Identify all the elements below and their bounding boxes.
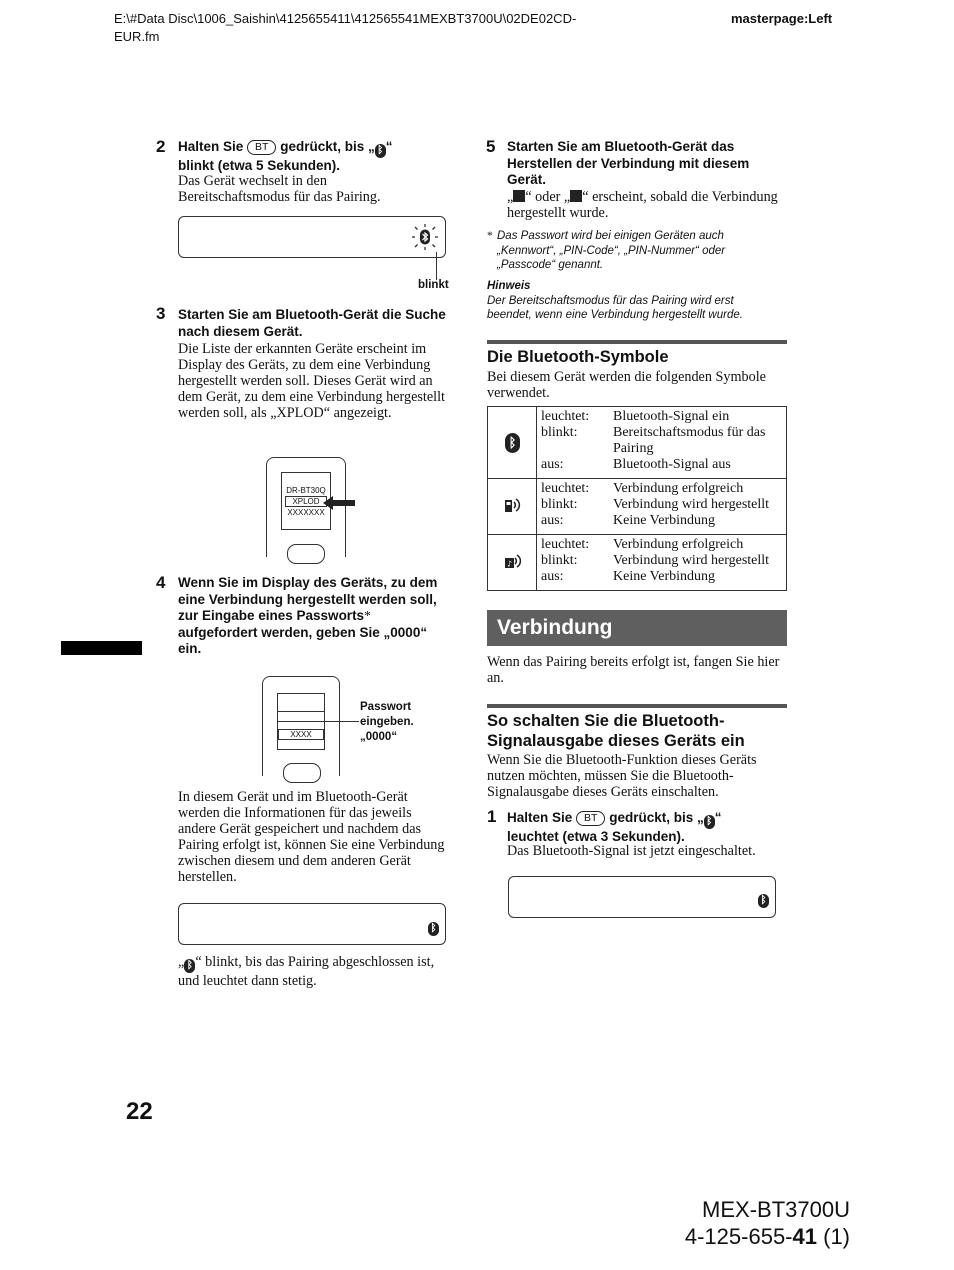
step-4-body: In diesem Gerät und im Bluetooth-Gerät werden die Informationen für das jeweils andere Gerät gespeichert und nachdem das Pairing erfolgt ist, können Sie eine Verbindung zwischen diesem und dem anderen Gerät herstellen. [178,789,445,885]
phone-buttons [287,544,325,564]
model-footer: MEX-BT3700U 4-125-655-41 (1) [684,1197,850,1249]
step-5-title: Starten Sie am Bluetooth-Gerät das Herstellen der Verbindung mit diesem Gerät. [507,139,750,187]
side-tab-marker [61,641,142,655]
bt-key-icon: BT [247,140,276,155]
step-2-body: Das Gerät wechselt in den Bereitschaftsmodus für das Pairing. [178,173,381,205]
file-path-line1: E:\#Data Disc\1006_Saishin\4125655411\412565541MEXBT3700U\02DE02CD- [114,11,577,26]
hinweis-note: Hinweis Der Bereitschaftsmodus für das Pairing wird erst beendet, wenn eine Verbindung hergestellt wurde. [487,280,743,321]
symbols-heading: Die Bluetooth-Symbole [487,348,669,366]
device-list-item: XXXXXXX [287,508,325,517]
device-list-item: DR-BT30Q [286,486,326,495]
signal-step-1-body: Das Bluetooth-Signal ist jetzt eingeschaltet. [507,843,756,859]
bluetooth-icon: ᛒ [375,144,386,158]
step-5-number: 5 [486,137,496,156]
blinking-bluetooth-icon [411,223,439,251]
file-path-line2: EUR.fm [114,29,160,44]
symbols-table [487,406,787,591]
step-4-number: 4 [156,573,166,592]
step-2-number: 2 [156,137,166,156]
verbindung-section-bar: Verbindung [487,610,787,646]
passkey-callout: Passwort eingeben. „0000“ [360,701,414,743]
phone-signal-icon [503,494,523,514]
step-3-title: Starten Sie am Bluetooth-Gerät die Suche nach diesem Gerät. [178,307,446,339]
phone-illustration-list [266,457,346,557]
signal-step-1-title: Halten Sie BT gedrückt, bis „ ᛒ “ leuchtet (etwa 3 Sekunden). [507,810,722,844]
footnote: * Das Passwort wird bei einigen Geräten auch „Kennwort“, „PIN-Code“, „PIN-Nummer“ oder „Passcode“ genannt. [487,230,726,271]
page-number: 22 [126,1098,153,1125]
masterpage-label: masterpage:Left [731,11,833,26]
music-signal-icon [570,190,582,202]
step-5-body: „ “ oder „ “ erscheint, sobald die Verbindung hergestellt wurde. [507,189,778,221]
blinkt-callout: blinkt [418,279,449,291]
table-row: ᛒ leuchtet: Bluetooth-Signal ein blinkt: Bereitschaftsmodus für das Pairing aus: Bluetooth-Signal aus [488,407,787,479]
bluetooth-icon: ᛒ [758,894,769,908]
phone-illustration-passkey [262,676,340,776]
step-4-after: „ ᛒ “ blinkt, bis das Pairing abgeschlossen ist, und leuchtet dann stetig. [178,954,435,989]
section-rule [487,704,787,708]
passkey-field: XXXX [278,729,324,740]
bluetooth-icon: ᛒ [428,922,439,936]
table-row: ♪ leuchtet: Verbindung erfolgreich blinkt: Verbindung wird hergestellt aus: Keine Verbindung [488,535,787,591]
signal-step-1-number: 1 [487,807,497,826]
table-row: leuchtet: Verbindung erfolgreich blinkt: Verbindung wird hergestellt aus: Keine Verbindung [488,479,787,535]
step-3-number: 3 [156,304,166,323]
step-3-body: Die Liste der erkannten Geräte erscheint im Display des Geräts, zu dem eine Verbindung hergestellt werden soll. Dieses Gerät wird an dem Gerät, zu dem eine Verbindung hergestellt werden soll, als „XPLOD“ angezeigt. [178,341,445,421]
phone-screen [277,693,325,750]
signal-body: Wenn Sie die Bluetooth-Funktion dieses Geräts nutzen möchten, müssen Sie die Bluetooth-Signalausgabe dieses Geräts einschalten. [487,752,757,800]
step-4-title: Wenn Sie im Display des Geräts, zu dem eine Verbindung hergestellt werden soll, zur Eingabe eines Passworts* aufgefordert werden, geben Sie „0000“ ein. [178,575,438,656]
step-2-title: Halten Sie BT gedrückt, bis „ ᛒ “ blinkt (etwa 5 Sekunden). [178,139,393,173]
section-rule [487,340,787,344]
device-list-item-selected: XPLOD [285,496,327,507]
bluetooth-icon: ᛒ [704,815,715,829]
bluetooth-icon: ᛒ [184,959,195,973]
phone-signal-icon [513,190,525,202]
verbindung-intro: Wenn das Pairing bereits erfolgt ist, fangen Sie hier an. [487,654,780,686]
bluetooth-icon: ᛒ [505,433,520,453]
svg-text:♪: ♪ [506,559,512,569]
music-signal-icon [503,550,523,570]
bt-key-icon: BT [576,811,605,826]
display-panel-signal [508,876,776,918]
symbols-intro: Bei diesem Gerät werden die folgenden Symbole verwendet. [487,369,766,401]
display-panel-step2 [178,216,446,258]
phone-buttons [283,763,321,783]
signal-heading: So schalten Sie die Bluetooth-Signalausgabe dieses Geräts ein [487,712,745,750]
display-panel-step4 [178,903,446,945]
file-path [114,10,674,46]
callout-line [436,252,437,280]
arrow-left-icon [323,496,357,510]
